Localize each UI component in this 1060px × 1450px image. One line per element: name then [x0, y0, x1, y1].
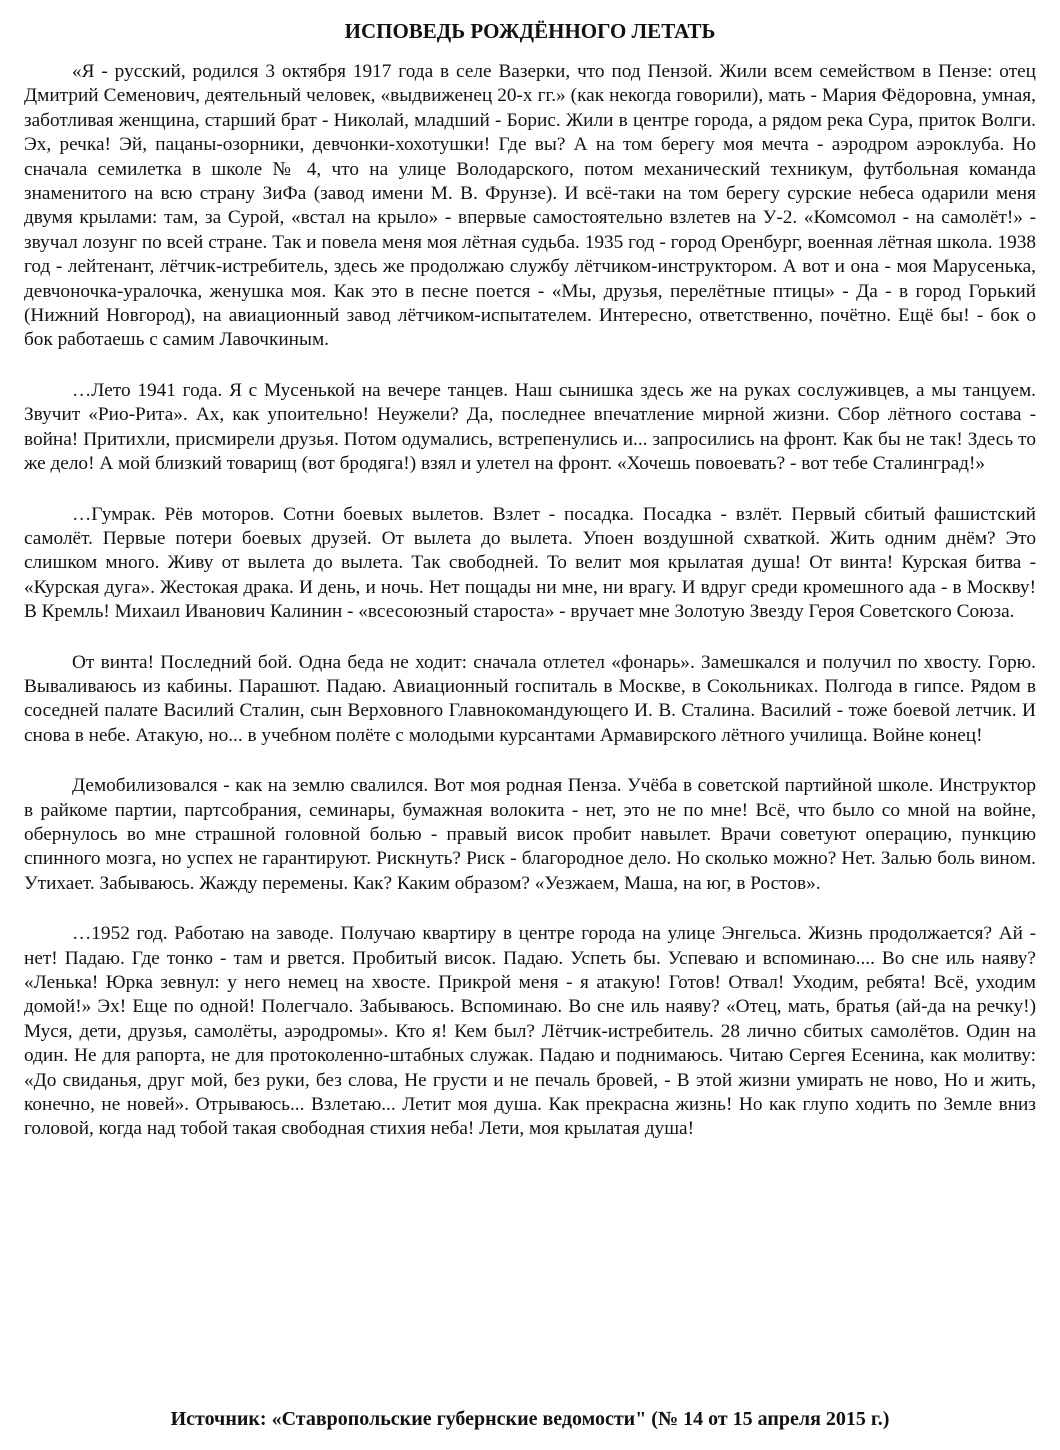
document-title: ИСПОВЕДЬ РОЖДЁННОГО ЛЕТАТЬ: [344, 19, 716, 43]
paragraph-1: «Я - русский, родился 3 октября 1917 года в селе Вазерки, что под Пензой. Жили всем семейством в Пензе: отец Дмитрий Семенович, деятельный человек, «выдвиженец 20-х гг.» (как некогда говорили), мать - Мария Фёдоровна, умная, заботливая женщина, старший брат - Николай, младший - Борис. Жили в центре города, а рядом река Сура, приток Волги. Эх, речка! Эй, пацаны-озорники, девчонки-хохотушки! Где вы? А на том берегу моя мечта - аэродром аэроклуба. Но сначала семилетка в школе № 4, что на улице Володарского, потом механический техникум, футбольная команда знаменитого на всю страну ЗиФа (завод имени М. В. Фрунзе). И всё-таки на том берегу сурские небеса одарили меня двумя крылами: там, за Сурой, «встал на крыло» - впервые самостоятельно взлетев на У-2. «Комсомол - на самолёт!» - звучал лозунг по всей стране. Так и повела меня моя лётная судьба. 1935 год - город Оренбург, военная лётная школа. 1938 год - лейтенант, лётчик-истребитель, здесь же продолжаю службу лётчиком-инструктором. А вот и она - моя Марусенька, девчоночка-уралочка, женушка моя. Как это в песне поется - «Мы, друзья, перелётные птицы» - Да - в город Горький (Нижний Новгород), на авиационный завод лётчиком-испытателем. Интересно, ответственно, почётно. Ещё бы! - бок о бок работаешь с самим Лавочкиным.: [24, 61, 1036, 351]
paragraph-4: От винта! Последний бой. Одна беда не ходит: сначала отлетел «фонарь». Замешкался и получил по хвосту. Горю. Вываливаюсь из кабины. Парашют. Падаю. Авиационный госпиталь в Москве, в Сокольниках. Полгода в гипсе. Рядом в соседней палате Василий Сталин, сын Верховного Главнокомандующего И. В. Сталина. Василий - тоже боевой летчик. И снова в небе. Атакую, но... в учебном полёте с молодыми курсантами Армавирского лётного училища. Войне конец!: [24, 651, 1036, 746]
source-citation: Источник: «Ставропольские губернские ведомости" (№ 14 от 15 апреля 2015 г.): [170, 1408, 890, 1430]
paragraph-2: …Лето 1941 года. Я с Мусенькой на вечере танцев. Наш сынишка здесь же на руках сослуживцев, а мы танцуем. Звучит «Рио-Рита». Ах, как упоительно! Неужели? Да, последнее впечатление мирной жизни. Сбор лётного состава - война! Притихли, присмирели друзья. Потом одумались, встрепенулись и... запросились на фронт. Как бы не так! Здесь то же дело! А мой близкий товарищ (вот бродяга!) взял и улетел на фронт. «Хочешь повоевать? - вот тебе Сталинград!»: [24, 379, 1036, 475]
paragraph-5: Демобилизовался - как на землю свалился. Вот моя родная Пенза. Учёба в советской партийной школе. Инструктор в райкоме партии, партсобрания, семинары, бумажная волокита - нет, это не по мне! Всё, что было со мной на войне, обернулось во мне страшной головной болью - правый висок пробит навылет. Врачи советуют операцию, пункцию спинного мозга, но успех не гарантируют. Рискнуть? Риск - благородное дело. Но сколько можно? Нет. Залью боль вином. Утихает. Забываюсь. Жажду перемены. Как? Каким образом? «Уезжаем, Маша, на юг, в Ростов».: [24, 775, 1036, 894]
paragraph-6: …1952 год. Работаю на заводе. Получаю квартиру в центре города на улице Энгельса. Жизнь продолжается? Ай - нет! Падаю. Где тонко - там и рвется. Пробитый висок. Падаю. Успеть бы. Успеваю и вспоминаю.... Во сне иль наяву? «Ленька! Юрка зевнул: у него немец на хвосте. Прикрой меня - я атакую! Готов! Отвал! Уходим, ребята! Всё, уходим домой!» Эх! Еще по одной! Полегчало. Забываюсь. Вспоминаю. Во сне иль наяву? «Отец, мать, братья (ай-да на речку!) Муся, дети, друзья, самолёты, аэродромы». Кто я! Кем был? Лётчик-истребитель. 28 лично сбитых самолётов. Один на один. Не для рапорта, не для протоколенно-штабных служак. Падаю и поднимаюсь. Читаю Сергея Есенина, как молитву: «До свиданья, друг мой, без руки, без слова, Не грусти и не печаль бровей, - В этой жизни умирать не ново, Но и жить, конечно, не новей». Отрываюсь... Взлетаю... Летит моя душа. Как прекрасна жизнь! Но как глупо ходить по Земле вниз головой, когда над тобой такая свободная стихия неба! Лети, моя крылатая душа!: [24, 923, 1036, 1140]
paragraph-3: …Гумрак. Рёв моторов. Сотни боевых вылетов. Взлет - посадка. Посадка - взлёт. Первый сбитый фашистский самолёт. Первые потери боевых друзей. От вылета до вылета. Упоен воздушной схваткой. Жить одним днём? Это слишком много. Живу от вылета до вылета. Так свободней. То велит моя крылатая душа! От винта! Курская битва - «Курская дуга». Жестокая драка. И день, и ночь. Нет пощады ни мне, ни врагу. И вдруг среди кромешного ада - в Москву! В Кремль! Михаил Иванович Калинин - «всесоюзный староста» - вручает мне Золотую Звезду Героя Советского Союза.: [24, 503, 1036, 623]
